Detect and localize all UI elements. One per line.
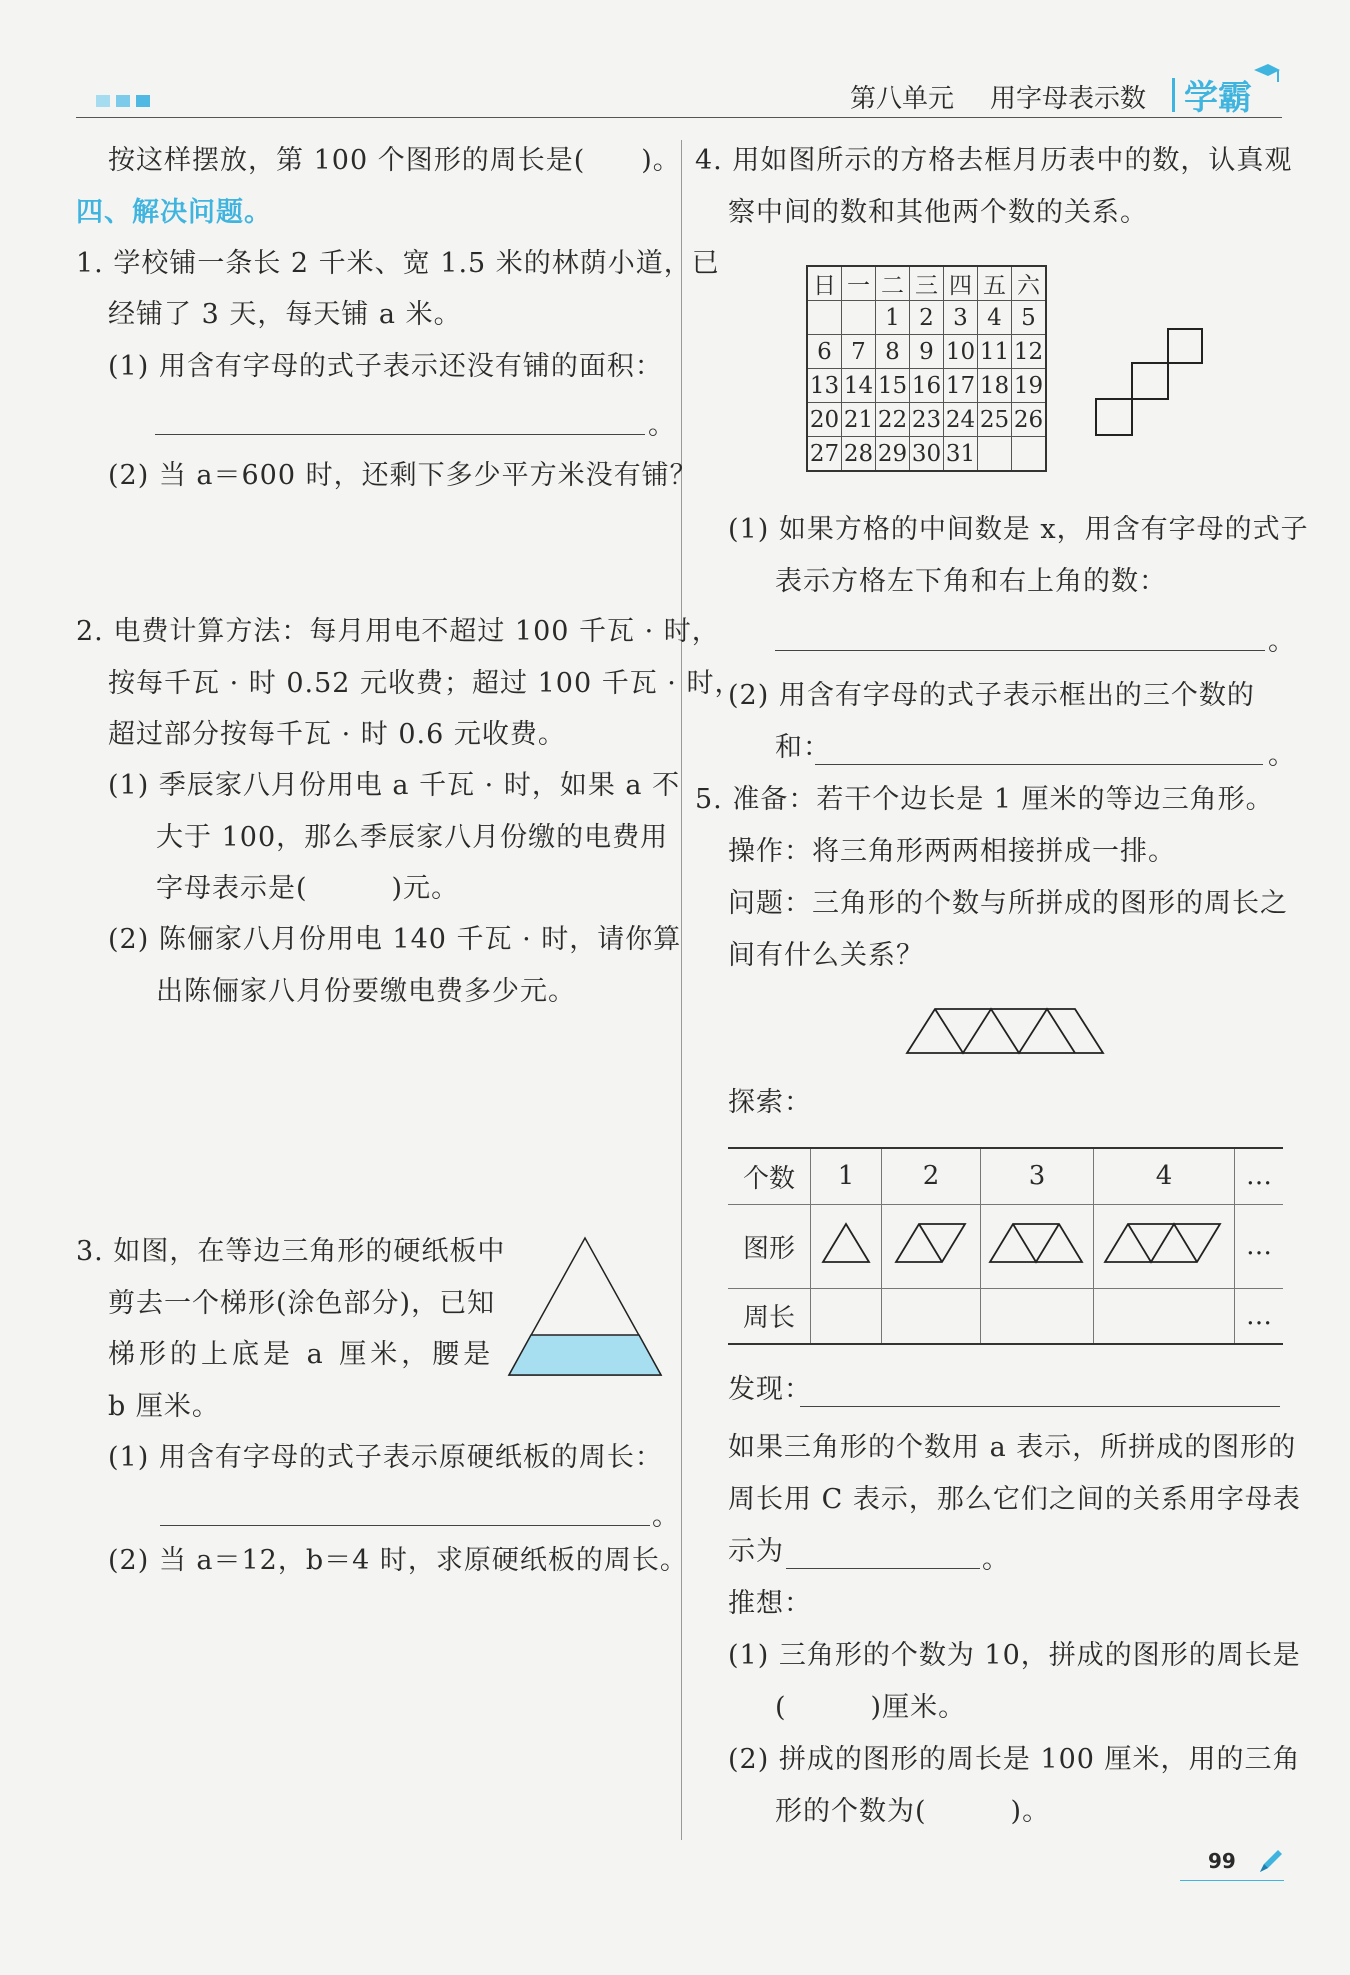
calendar-day: 24: [944, 403, 978, 437]
triangle-1-shape: [821, 1221, 871, 1265]
q3-triangle-figure: [505, 1235, 665, 1380]
calendar-day: 29: [876, 437, 910, 472]
calendar-day: 9: [910, 335, 944, 369]
brand-cap-icon: [1252, 60, 1282, 90]
q5-rel-l2: 周长用 C 表示，那么它们之间的关系用字母表: [728, 1484, 1301, 1515]
calendar-day: 22: [876, 403, 910, 437]
header-rule: [76, 117, 1282, 118]
calendar-day: 18: [978, 369, 1012, 403]
calendar-day: 28: [842, 437, 876, 472]
calendar-day: 17: [944, 369, 978, 403]
page-number: 99: [1208, 1849, 1236, 1873]
calendar-day: 21: [842, 403, 876, 437]
section-title: 四、解决问题。: [76, 197, 272, 228]
q5-explore-table: [728, 1147, 1283, 1345]
row-label-count: 个数: [728, 1148, 811, 1204]
calendar-day: 15: [876, 369, 910, 403]
q5-line4: 间有什么关系？: [728, 940, 924, 971]
q3-line2: 剪去一个梯形(涂色部分)，已知: [108, 1288, 496, 1319]
triangle-3-shape: [988, 1221, 1086, 1265]
q4-line1: 4. 用如图所示的方格去框月历表中的数，认真观: [695, 145, 1293, 176]
calendar-day: [842, 301, 876, 335]
calendar-day: 7: [842, 335, 876, 369]
calendar-day: 19: [1012, 369, 1047, 403]
brand-logo: 学霸: [1184, 78, 1252, 118]
column-divider: [681, 140, 682, 1840]
q5-discover-label: 发现：: [728, 1374, 812, 1405]
calendar-weekday: 五: [978, 266, 1012, 301]
calendar-week-row: [807, 369, 1046, 403]
calendar-day: 25: [978, 403, 1012, 437]
calendar-day: 14: [842, 369, 876, 403]
header-lesson: 用字母表示数: [990, 84, 1147, 114]
q4-sub1-answer-line: [775, 650, 1265, 651]
calendar-day: 10: [944, 335, 978, 369]
calendar-week-row: [807, 437, 1046, 472]
shape-cell-1: [811, 1204, 882, 1288]
q2-sub1-l2: 大于 100，那么季辰家八月份缴的电费用: [156, 822, 669, 853]
q4-sub1-end: 。: [1268, 626, 1296, 657]
q5-triangle-strip-figure: [905, 1005, 1105, 1057]
calendar-week-row: [807, 403, 1046, 437]
q1-sub2: (2) 当 a＝600 时，还剩下多少平方米没有铺？: [108, 460, 698, 491]
q3-sub1-end: 。: [652, 1501, 680, 1532]
q3-sub1-answer-line: [160, 1525, 650, 1526]
perimeter-cell: [1094, 1288, 1235, 1344]
calendar-day: 8: [876, 335, 910, 369]
q2-line1: 2. 电费计算方法：每月用电不超过 100 千瓦 · 时，: [76, 616, 720, 647]
q2-sub2-l2: 出陈俪家八月份要缴电费多少元。: [156, 976, 576, 1007]
calendar-table: [806, 265, 1047, 472]
row-label-shape: 图形: [728, 1204, 811, 1288]
calendar-day: 31: [944, 437, 978, 472]
q5-g1-l1: (1) 三角形的个数为 10，拼成的图形的周长是: [728, 1640, 1301, 1671]
prev-question-line: 按这样摆放，第 100 个图形的周长是( )。: [108, 145, 681, 176]
calendar-day: 4: [978, 301, 1012, 335]
q5-explore-label: 探索：: [728, 1087, 812, 1118]
calendar-weekday: 六: [1012, 266, 1047, 301]
triangle-4-shape: [1103, 1221, 1225, 1265]
calendar-day: 16: [910, 369, 944, 403]
q4-sub1-l2: 表示方格左下角和右上角的数：: [775, 566, 1167, 597]
q2-sub1-l3: 字母表示是( )元。: [156, 873, 460, 904]
q5-guess-label: 推想：: [728, 1588, 812, 1619]
q5-line2: 操作：将三角形两两相接拼成一排。: [728, 836, 1176, 867]
calendar-day: 23: [910, 403, 944, 437]
calendar-week-row: [807, 301, 1046, 335]
count-cell: …: [1235, 1148, 1284, 1204]
q1-sub1-end: 。: [648, 410, 676, 441]
q4-sub1-l1: (1) 如果方格的中间数是 x，用含有字母的式子: [728, 514, 1309, 545]
q4-sub2-l2: 和：: [775, 732, 831, 763]
selection-frame-figure: [1090, 325, 1206, 441]
calendar-day: 13: [807, 369, 842, 403]
shape-cell-3: [981, 1204, 1094, 1288]
ellipsis-cell: …: [1235, 1288, 1284, 1344]
calendar-day: 26: [1012, 403, 1047, 437]
q4-sub2-end: 。: [1268, 740, 1296, 771]
q5-rel-end: 。: [982, 1544, 1010, 1575]
count-cell: 1: [811, 1148, 882, 1204]
calendar-header-row: [807, 266, 1046, 301]
calendar-day: 30: [910, 437, 944, 472]
q5-rel-l1: 如果三角形的个数用 a 表示，所拼成的图形的: [728, 1432, 1297, 1463]
calendar-day: 12: [1012, 335, 1047, 369]
count-cell: 2: [882, 1148, 981, 1204]
calendar-day: 1: [876, 301, 910, 335]
calendar-day: 20: [807, 403, 842, 437]
calendar-day: 2: [910, 301, 944, 335]
triangle-2-shape: [894, 1221, 968, 1265]
calendar-weekday: 二: [876, 266, 910, 301]
calendar-day: [1012, 437, 1047, 472]
calendar-weekday: 四: [944, 266, 978, 301]
calendar-weekday: 三: [910, 266, 944, 301]
calendar-weekday: 一: [842, 266, 876, 301]
calendar-weekday: 日: [807, 266, 842, 301]
calendar-day: 6: [807, 335, 842, 369]
q5-line1: 5. 准备：若干个边长是 1 厘米的等边三角形。: [695, 784, 1274, 815]
q2-line2: 按每千瓦 · 时 0.52 元收费；超过 100 千瓦 · 时，: [108, 668, 743, 699]
q3-line3: 梯形的上底是 a 厘米，腰是: [108, 1339, 495, 1370]
perimeter-cell: [811, 1288, 882, 1344]
row-label-perimeter: 周长: [728, 1288, 811, 1344]
q2-sub1-l1: (1) 季辰家八月份用电 a 千瓦 · 时，如果 a 不: [108, 770, 681, 801]
q3-line4: b 厘米。: [108, 1391, 220, 1422]
calendar-day: 3: [944, 301, 978, 335]
q5-g2-l1: (2) 拼成的图形的周长是 100 厘米，用的三角: [728, 1744, 1301, 1775]
q4-sub2-l1: (2) 用含有字母的式子表示框出的三个数的: [728, 680, 1255, 711]
calendar-day: [807, 301, 842, 335]
q1-sub1-answer-line: [155, 434, 645, 435]
footer-rule: [1180, 1880, 1284, 1881]
q4-line2: 察中间的数和其他两个数的关系。: [728, 197, 1148, 228]
calendar-day: 11: [978, 335, 1012, 369]
shape-cell-2: [882, 1204, 981, 1288]
header-divider-bar: [1172, 78, 1175, 112]
q5-rel-answer-line: [786, 1568, 980, 1569]
perimeter-cell: [981, 1288, 1094, 1344]
calendar-day: 27: [807, 437, 842, 472]
count-cell: 4: [1094, 1148, 1235, 1204]
count-cell: 3: [981, 1148, 1094, 1204]
shape-cell-4: [1094, 1204, 1235, 1288]
calendar-day: [978, 437, 1012, 472]
q1-line1: 1. 学校铺一条长 2 千米、宽 1.5 米的林荫小道，已: [76, 248, 720, 279]
ellipsis-cell: …: [1235, 1204, 1284, 1288]
q5-g1-l2: ( )厘米。: [775, 1692, 967, 1723]
q5-discover-answer-line: [800, 1406, 1280, 1407]
q3-sub1: (1) 用含有字母的式子表示原硬纸板的周长：: [108, 1442, 663, 1473]
q5-line3: 问题：三角形的个数与所拼成的图形的周长之: [728, 888, 1288, 919]
perimeter-cell: [882, 1288, 981, 1344]
pencil-icon: [1256, 1846, 1286, 1876]
q5-g2-l2: 形的个数为( )。: [775, 1796, 1051, 1827]
q2-sub2-l1: (2) 陈俪家八月份用电 140 千瓦 · 时，请你算: [108, 924, 682, 955]
header-unit: 第八单元: [850, 84, 955, 114]
header-squares: [96, 92, 150, 111]
q2-line3: 超过部分按每千瓦 · 时 0.6 元收费。: [108, 719, 566, 750]
q3-line1: 3. 如图，在等边三角形的硬纸板中: [76, 1236, 506, 1267]
q1-line2: 经铺了 3 天，每天铺 a 米。: [108, 299, 462, 330]
q4-sub2-answer-line: [815, 764, 1263, 765]
q5-rel-l3: 示为: [728, 1536, 784, 1567]
q3-sub2: (2) 当 a＝12，b＝4 时，求原硬纸板的周长。: [108, 1545, 688, 1576]
calendar-week-row: [807, 335, 1046, 369]
calendar-day: 5: [1012, 301, 1047, 335]
q1-sub1: (1) 用含有字母的式子表示还没有铺的面积：: [108, 351, 663, 382]
